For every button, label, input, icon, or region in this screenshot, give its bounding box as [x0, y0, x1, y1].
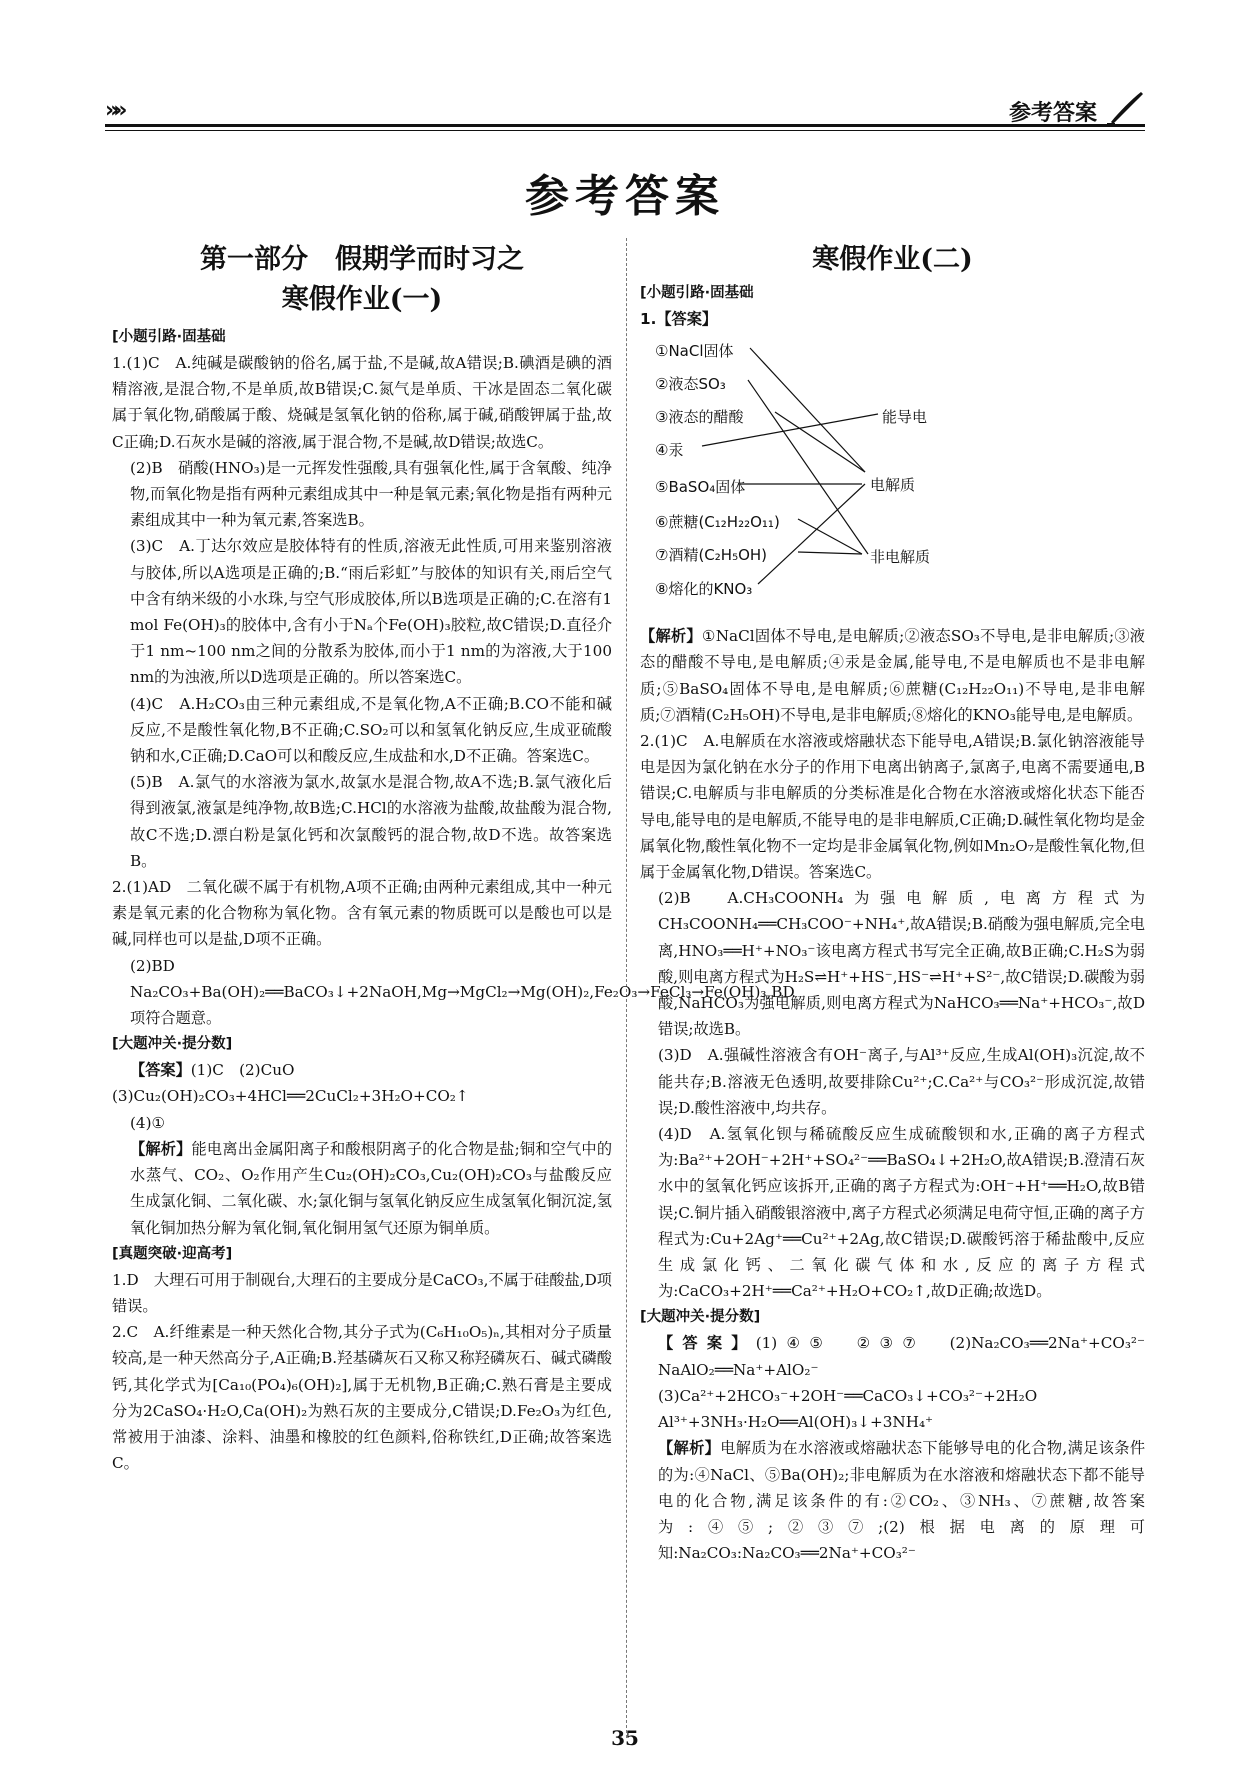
category-label: 能导电	[882, 408, 928, 427]
answer-paragraph: (2)B A.CH₃COONH₄为强电解质,电离方程式为CH₃COONH₄══CH₃COO⁻+NH₄⁺,故A错误;B.硝酸为强电解质,完全电离,HNO₃══H⁺+NO₃⁻该电离方程式书写完全正确,故B正确;C.H₂S为弱酸,则电离方程式为H₂S⇌H⁺+HS⁻,HS⁻⇌H⁺+S²⁻,故C错误;D.碳酸为弱酸,NaHCO₃为强电解质,则电离方程式为NaHCO₃══Na⁺+HCO₃⁻,故D错误;故选B。	[658, 889, 1145, 1039]
answer-paragraph: (5)B A.氯气的水溶液为氯水,故氯水是混合物,故A不选;B.氯气液化后得到液氯,液氯是纯净物,故B选;C.HCl的水溶液为盐酸,故盐酸为混合物,故C不选;D.漂白粉是氯化钙和次氯酸钙的混合物,故D不选。故答案选B。	[130, 773, 612, 870]
analysis-text: 能电离出金属阳离子和酸根阴离子的化合物是盐;铜和空气中的水蒸气、CO₂、O₂作用产生Cu₂(OH)₂CO₃,Cu₂(OH)₂CO₃与盐酸反应生成氯化铜、二氧化碳、水;氯化铜与氢氧化钠反应生成氢氧化铜沉淀,氢氧化铜加热分解为氧化铜,氧化铜用氢气还原为铜单质。	[130, 1139, 613, 1237]
answer-text: (1)C (2)CuO	[190, 1061, 295, 1080]
analysis-tag: 【解析】	[130, 1139, 192, 1158]
answer-line: (4)①	[130, 1113, 166, 1132]
analysis-paragraph	[640, 1435, 1145, 1566]
answer-paragraph: (3)D A.强碱性溶液含有OH⁻离子,与Al³⁺反应,生成Al(OH)₃沉淀,故不能共存;B.溶液无色透明,故要排除Cu²⁺;C.Ca²⁺与CO₃²⁻形成沉淀,故错误;D.酸性溶液中,均共存。	[658, 1046, 1145, 1117]
part-title: 第一部分 假期学而时习之	[200, 244, 524, 275]
section-tag: [大题冲关·提分数]	[640, 1309, 761, 1326]
substance-label: ⑦酒精(C₂H₅OH)	[655, 546, 768, 565]
analysis-paragraph	[640, 623, 1145, 728]
analysis-text: 电解质为在水溶液或熔融状态下能够导电的化合物,满足该条件的为:④NaCl、⑤Ba(OH)₂;非电解质为在水溶液和熔融状态下都不能导电的化合物,满足该条件的有:②CO₂、③NH₃、⑦蔗糖,故答案为:④⑤;②③⑦;(2)根据电离的原理可知:Na₂CO₃:Na₂CO₃══2Na⁺+CO₃²⁻	[658, 1439, 1146, 1563]
section-tag: [真题突破·迎高考]	[112, 1245, 233, 1262]
answer-paragraph: 1.D 大理石可用于制砚台,大理石的主要成分是CaCO₃,不属于硅酸盐,D项错误。	[112, 1270, 612, 1315]
substance-label: ③液态的醋酸	[655, 408, 744, 427]
section-title: 寒假作业(一)	[281, 284, 443, 315]
header-title: 参考答案	[1008, 101, 1097, 126]
substance-label: ②液态SO₃	[655, 375, 726, 394]
substance-label: ⑤BaSO₄固体	[655, 478, 746, 497]
matching-diagram	[640, 334, 1145, 619]
answer-tag: 【答案】	[658, 1334, 756, 1353]
page-title: 参考答案	[525, 171, 725, 222]
answer-paragraph: (2)B 硝酸(HNO₃)是一元挥发性强酸,具有强氧化性,属于含氧酸、纯净物,而氧化物是指有两种元素组成其中一种是氧元素;氧化物是指有两种元素组成其中一种为氧元素,答案选B。	[130, 458, 612, 530]
analysis-tag: 【解析】	[658, 1439, 721, 1458]
pen-icon	[1105, 90, 1145, 126]
answer-paragraph: (4)D A.氢氧化钡与稀硫酸反应生成硫酸钡和水,正确的离子方程式为:Ba²⁺+2OH⁻+2H⁺+SO₄²⁻══BaSO₄↓+2H₂O,故A错误;B.澄清石灰水中的氢氧化钙应该拆开,正确的离子方程式为:OH⁻+H⁺══H₂O,故B错误;C.铜片插入硝酸银溶液中,离子方程式必须满足电荷守恒,正确的离子方程式为:Cu+2Ag⁺══Cu²⁺+2Ag,故C错误;D.碳酸钙溶于稀盐酸中,反应生成氯化钙、二氧化碳气体和水,反应的离子方程式为:CaCO₃+2H⁺══Ca²⁺+H₂O+CO₂↑,故D正确;故选D。	[658, 1125, 1145, 1301]
answer-text: (1)④⑤ ②③⑦ (2)Na₂CO₃══2Na⁺+CO₃²⁻ NaAlO₂══Na⁺+AlO₂⁻ (3)Ca²⁺+2HCO₃⁻+2OH⁻══CaCO₃↓+CO₃²⁻+2H₂O Al³⁺+3NH₃·H₂O══Al(OH)₃↓+3NH₄⁺	[658, 1334, 1161, 1432]
analysis-paragraph	[112, 1136, 612, 1241]
section-tag: [小题引路·固基础	[640, 285, 754, 301]
category-label: 非电解质	[870, 548, 931, 567]
answer-paragraph: 2.(1)AD 二氧化碳不属于有机物,A项不正确;由两种元素组成,其中一种元素是氧元素的化合物称为氧化物。含有氧元素的物质既可以是酸也可以是碱,同样也可以是盐,D项不正确。	[112, 878, 612, 949]
section-tag: [小题引路·固基础	[112, 329, 226, 345]
answer-paragraph: (4)C A.H₂CO₃由三种元素组成,不是氧化物,A不正确;B.CO不能和碱反应,不是酸性氧化物,B不正确;C.SO₂可以和氢氧化钠反应,生成亚硫酸钠和水,C正确;D.CaO可以和酸反应,生成盐和水,D不正确。答案选C。	[130, 694, 612, 766]
answer-line	[640, 1330, 1161, 1435]
answer-paragraph: 2.C A.纤维素是一种天然化合物,其分子式为(C₆H₁₀O₅)ₙ,其相对分子质量较高,是一种天然高分子,A正确;B.羟基磷灰石又称又称羟磷灰石、碱式磷酸钙,其化学式为[Ca₁₀(PO₄)₆(OH)₂],属于无机物,B正确;C.熟石膏是主要成分为2CaSO₄·H₂O,Ca(OH)₂为熟石灰的主要成分,C错误;D.Fe₂O₃为红色,常被用于油漆、涂料、油墨和橡胶的红色颜料,俗称铁红,D正确;故答案选C。	[112, 1323, 612, 1473]
answer-paragraph: 1.(1)C A.纯碱是碳酸钠的俗名,属于盐,不是碱,故A错误;B.碘酒是碘的酒精溶液,是混合物,不是单质,故B错误;C.氮气是单质、干冰是固态二氧化碳属于氧化物,硝酸属于酸、烧碱是氢氧化钠的俗称,属于碱,硝酸钾属于盐,故C正确;D.石灰水是碱的溶液,属于混合物,不是碱,故D错误;故选C。	[112, 354, 612, 451]
category-label: 电解质	[870, 476, 916, 495]
header-rule	[105, 124, 1145, 127]
substance-label: ④汞	[655, 441, 684, 460]
header-rule-thin	[105, 130, 1145, 131]
section-tag: [大题冲关·提分数]	[112, 1036, 233, 1053]
substance-label: ⑥蔗糖(C₁₂H₂₂O₁₁)	[655, 513, 780, 532]
analysis-text: ①NaCl固体不导电,是电解质;②液态SO₃不导电,是非电解质;③液态的醋酸不导电,是电解质;④汞是金属,能导电,不是电解质也不是非电解质;⑤BaSO₄固体不导电,是电解质;⑥蔗糖(C₁₂H₂₂O₁₁)不导电,是非电解质;⑦酒精(C₂H₅OH)不导电,是非电解质;⑧熔化的KNO₃能导电,是电解质。	[640, 627, 1145, 724]
question-label: 1.【答案】	[640, 310, 718, 328]
substance-label: ①NaCl固体	[655, 342, 734, 361]
right-column	[640, 240, 1161, 1566]
substance-label: ⑧熔化的KNO₃	[655, 580, 753, 599]
answer-paragraph: 2.(1)C A.电解质在水溶液或熔融状态下能导电,A错误;B.氯化钠溶液能导电是因为氯化钠在水分子的作用下电离出钠离子,氯离子,电离不需要通电,B错误;C.电解质与非电解质的分类标准是化合物在水溶液或熔化状态下能否导电,能导电的是电解质,不能导电的是非电解质,C正确;D.碱性氧化物均是金属氧化物,酸性氧化物不一定均是非金属氧化物,例如Mn₂O₇是酸性氧化物,但属于金属氧化物,D错误。答案选C。	[640, 732, 1145, 882]
answer-line	[112, 1057, 612, 1083]
answer-tag: 【答案】	[130, 1061, 191, 1080]
chevron-icon: »»	[105, 98, 122, 123]
answer-paragraph: (3)C A.丁达尔效应是胶体特有的性质,溶液无此性质,可用来鉴别溶液与胶体,所以A选项是正确的;B.“雨后彩虹”与胶体的知识有关,雨后空气中含有纳米级的小水珠,与空气形成胶体,所以B选项是正确的;C.在溶有1 mol Fe(OH)₃的胶体中,含有小于Nₐ个Fe(OH)₃胶粒,故C错误;D.直径介于1 nm~100 nm之间的分散系为胶体,而小于1 nm的为溶液,大于100 nm的为浊液,所以D选项是正确的。所以答案选C。	[130, 537, 613, 687]
page-number: 35	[611, 1726, 639, 1750]
section-title: 寒假作业(二)	[812, 244, 973, 275]
answer-line: (3)Cu₂(OH)₂CO₃+4HCl══2CuCl₂+3H₂O+CO₂↑	[112, 1087, 469, 1106]
analysis-tag: 【解析】	[640, 627, 702, 646]
answer-paragraph: (2)BD Na₂CO₃+Ba(OH)₂══BaCO₃↓+2NaOH,Mg→MgCl₂→Mg(OH)₂,Fe₂O₃→FeCl₃→Fe(OH)₃,BD项符合题意。	[130, 956, 795, 1028]
